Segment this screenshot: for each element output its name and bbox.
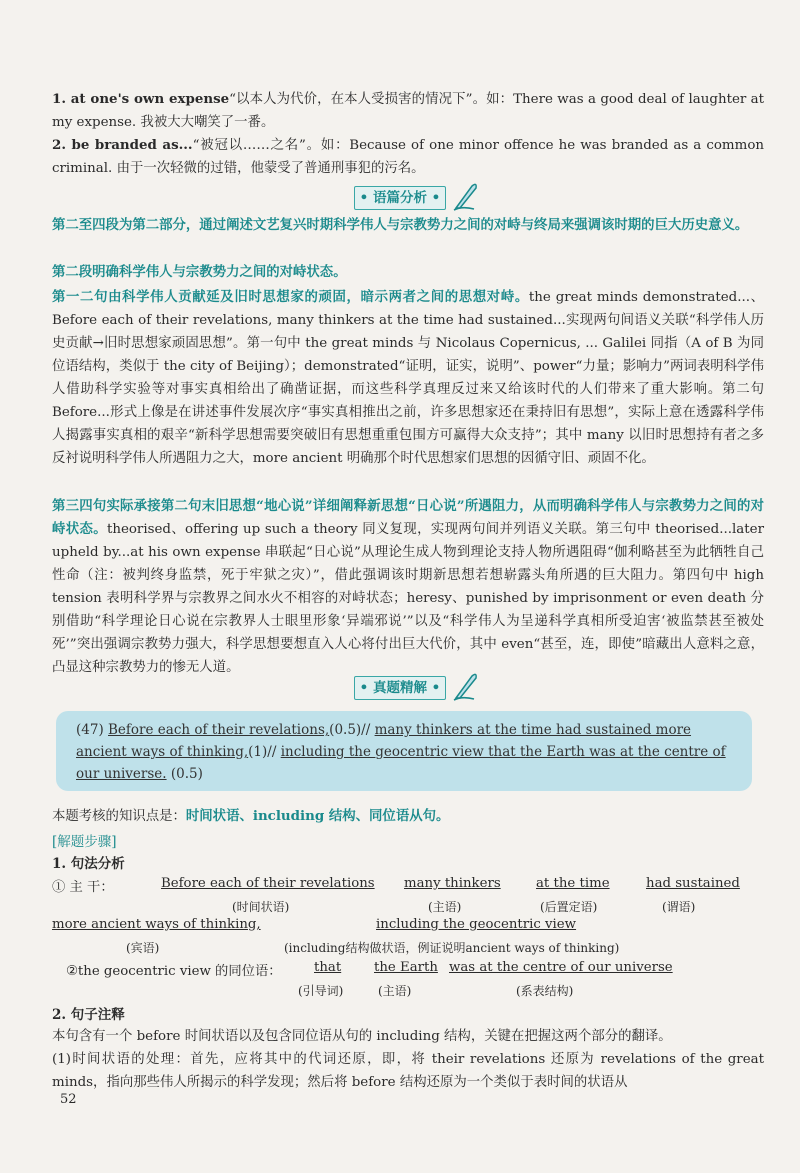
appositive-that: that — [314, 960, 342, 975]
label-that: (引导词) — [298, 984, 344, 998]
label-predicate: (谓语) — [662, 900, 696, 914]
question-number: (47) — [76, 722, 104, 738]
score-2: (1)// — [248, 744, 277, 760]
note-2-definition: “被冠以……之名”。如：Because of one minor offence he was branded as a common criminal. 由于一次轻微的过错，他蒙受了普通刑事犯的污名。 — [52, 138, 765, 176]
sentence-notes-heading: 2. 句子注释 — [52, 1007, 125, 1023]
quill-icon — [452, 670, 480, 702]
component-postmodifier: at the time — [536, 876, 610, 891]
label-appositive-predicate: (系表结构) — [516, 984, 574, 998]
analysis-sentences-3-4 — [52, 495, 764, 679]
main-clause-prefix: ① 主 干： — [52, 880, 114, 895]
appositive-predicate: was at the centre of our universe — [449, 960, 673, 975]
analysis-sentences-3-4-lead: 第三四句实际承接第二句末旧思想“地心说”详细阐释新思想“日心说”所遇阻力，从而明确科学伟人与宗教势力之间的对峙状态。 — [52, 498, 764, 537]
section-overview: 第二至四段为第二部分，通过阐述文艺复兴时期科学伟人与宗教势力之间的对峙与终局来强调该时期的巨大历史意义。 — [52, 217, 749, 233]
score-3: (0.5) — [170, 766, 203, 782]
segment-main-clause: many thinkers at the time had sustained more ancient ways of thinking, — [76, 722, 692, 760]
note-2 — [52, 134, 764, 180]
paragraph-2-summary: 第二段明确科学伟人与宗教势力之间的对峙状态。 — [52, 264, 347, 280]
banner-exam-analysis: • 真题精解 • — [354, 676, 446, 700]
note-1-definition: “以本人为代价，在本人受损害的情况下”。如：There was a good deal of laughter at my expense. 我被大大嘲笑了一番。 — [52, 92, 765, 130]
analysis-sentences-1-2 — [52, 286, 764, 470]
label-subject: (主语) — [428, 900, 462, 914]
steps-heading: [解题步骤] — [52, 834, 117, 850]
appositive-subject: the Earth — [374, 960, 438, 975]
knowledge-points — [52, 805, 764, 828]
sentence-note-2: (1)时间状语的处理：首先，应将其中的代词还原，即，将 their revelations 还原为 revelations of the great minds，指向那些伟人所揭示的科学发现；然后将 before 结构还原为一个类似于表时间的状语从 — [52, 1052, 764, 1090]
analysis-sentences-1-2-lead: 第一二句由科学伟人贡献延及旧时思想家的顽固，暗示两者之间的思想对峙。 — [52, 289, 529, 305]
label-object: (宾语) — [126, 941, 160, 955]
segment-including: including the geocentric view that the Earth was at the centre of our universe. — [76, 744, 726, 782]
syntax-analysis-heading: 1. 句法分析 — [52, 856, 125, 872]
label-postmodifier: (后置定语) — [540, 900, 598, 914]
label-including: (including结构做状语，例证说明ancient ways of thinking) — [284, 941, 620, 955]
note-1-term: 1. at one's own expense — [52, 91, 230, 107]
label-appositive-subject: (主语) — [378, 984, 412, 998]
component-predicate: had sustained — [646, 876, 740, 891]
segment-before-clause: Before each of their revelations, — [108, 722, 330, 738]
analysis-sentences-3-4-body: theorised、offering up such a theory 同义复现，实现两句间并列语义关联。第三句中 theorised...later upheld by...at his own expense 串联起“日心说”从理论生成人物到理论支持人物所遇阻碍“伽利略甚至为此牺牲自己性命（注：被判终身监禁，死于牢狱之灾）”，借此强调该时期新思想若想崭露头角所遇的巨大阻力。第四句中 high tension 表明科学界与宗教界之间水火不相容的对峙状态；heresy、punished by imprisonment or even death 分别借助“科学理论日心说在宗教界人士眼里形象‘异端邪说’”以及“科学伟人为呈递科学真相所受迫害‘被监禁甚至被处死’”突出强调宗教势力强大，科学思想要想直入人心将付出巨大代价，其中 even“甚至，连，即使”暗藏出人意料之意，凸显这种宗教势力的惨无人道。 — [52, 522, 764, 675]
label-time-adverbial: (时间状语) — [232, 900, 290, 914]
component-including: including the geocentric view — [376, 917, 577, 932]
banner-discourse-analysis: • 语篇分析 • — [354, 186, 446, 210]
question-sentence — [76, 719, 746, 785]
page-number: 52 — [60, 1092, 77, 1107]
note-1 — [52, 88, 764, 134]
component-subject: many thinkers — [404, 876, 501, 891]
analysis-sentences-1-2-body: the great minds demonstrated...、Before each of their revelations, many thinkers at the time had sustained...实现两句间语义关联“科学伟人历史贡献→旧时思想家顽固思想”。第一句中 the great minds 与 Nicolaus Copernicus, ... Galilei 同指（A of B 为同位语结构，类似于 the city of Beijing）；demonstrated“证明，证实，说明”、power“力量；影响力”两词表明科学伟人借助科学实验等对事实真相给出了确凿证据，而这些科学真理反过来又给该时代的人们带来了重大影响。第二句 Before...形式上像是在讲述事件发展次序“事实真相推出之前，许多思想家还在秉持旧有思想”，实际上意在透露科学伟人揭露事实真相的艰辛“新科学思想需要突破旧有思想重重包围方可赢得大众支持”；其中 many 以旧时思想持有者之多反衬说明科学伟人所遇阻力之大，more ancient 明确那个时代思想家们思想的因循守旧、顽固不化。 — [52, 290, 764, 466]
sentence-note-1: 本句含有一个 before 时间状语以及包含同位语从句的 including 结构，关键在把握这两个部分的翻译。 — [52, 1029, 672, 1044]
appositive-prefix: ②the geocentric view 的同位语： — [66, 964, 282, 979]
knowledge-points-list: 时间状语、including 结构、同位语从句。 — [185, 808, 450, 824]
knowledge-points-intro: 本题考核的知识点是： — [52, 809, 186, 824]
component-time-adverbial: Before each of their revelations — [161, 876, 375, 891]
component-object: more ancient ways of thinking, — [52, 917, 261, 932]
quill-icon — [452, 180, 480, 212]
note-2-term: 2. be branded as... — [52, 137, 193, 153]
score-1: (0.5)// — [329, 722, 371, 738]
